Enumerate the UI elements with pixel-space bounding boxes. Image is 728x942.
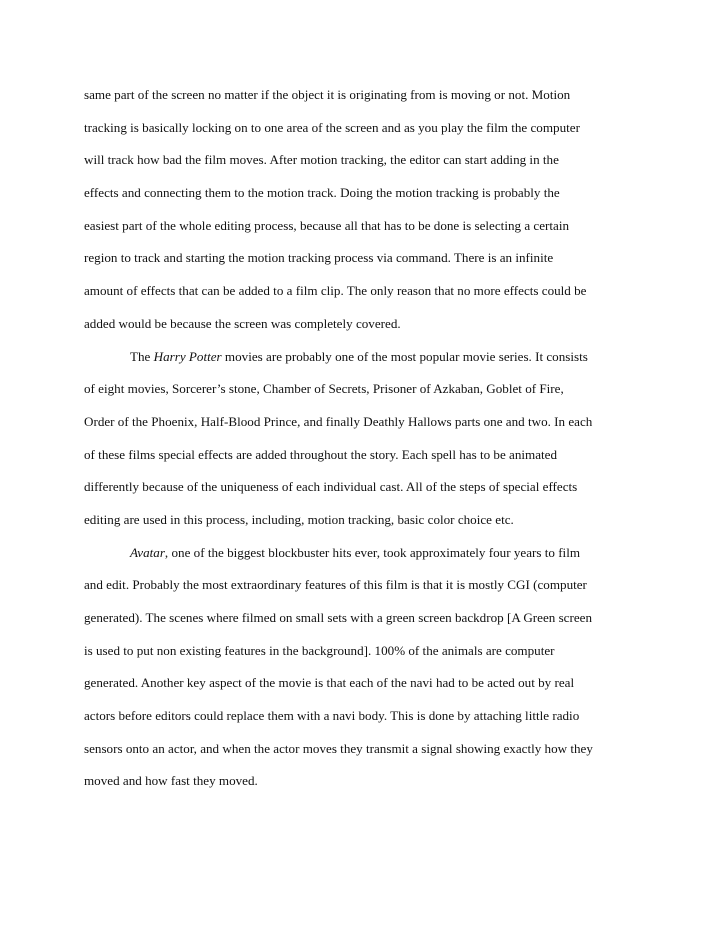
text-line: effects and connecting them to the motion track. Doing the motion tracking is probably the	[84, 185, 560, 201]
text-line: moved and how fast they moved.	[84, 773, 258, 789]
document-page	[84, 85, 650, 804]
text-line: generated. Another key aspect of the movie is that each of the navi had to be acted out by real	[84, 675, 575, 691]
film-title-harry-potter: Harry Potter	[153, 348, 222, 364]
text-line: amount of effects that can be added to a film clip. The only reason that no more effects could be	[84, 283, 587, 299]
text-line: region to track and starting the motion tracking process via command. There is an infinite	[84, 250, 554, 266]
text-run: , one of the biggest blockbuster hits ever, took approximately four years to film	[164, 544, 581, 560]
text-line: actors before editors could replace them with a navi body. This is done by attaching little radio	[84, 708, 580, 724]
text-line: added would be because the screen was completely covered.	[84, 315, 401, 331]
text-line: of these films special effects are added throughout the story. Each spell has to be animated	[84, 446, 558, 462]
text-line: tracking is basically locking on to one area of the screen and as you play the film the computer	[84, 119, 580, 135]
paragraph-motion-tracking	[84, 85, 650, 347]
text-line: easiest part of the whole editing process, because all that has to be done is selecting a certain	[84, 217, 570, 233]
text-line: will track how bad the film moves. After motion tracking, the editor can start adding in the	[84, 152, 559, 168]
text-line: same part of the screen no matter if the object it is originating from is moving or not. Motion	[84, 87, 571, 102]
text-line: and edit. Probably the most extraordinary features of this film is that it is mostly CGI (computer	[84, 577, 587, 593]
text-line	[84, 347, 650, 380]
text-line	[84, 543, 650, 576]
text-line: of eight movies, Sorcerer’s stone, Chamber of Secrets, Prisoner of Azkaban, Goblet of Fire,	[84, 381, 564, 397]
paragraph-harry-potter	[84, 347, 650, 543]
text-line: is used to put non existing features in the background]. 100% of the animals are computer	[84, 642, 555, 658]
text-line: sensors onto an actor, and when the actor moves they transmit a signal showing exactly how they	[84, 740, 593, 756]
text-line: differently because of the uniqueness of each individual cast. All of the steps of special effects	[84, 479, 578, 495]
film-title-avatar: Avatar	[130, 544, 165, 560]
text-run: movies are probably one of the most popular movie series. It consists	[221, 348, 588, 364]
text-line: Order of the Phoenix, Half-Blood Prince, and finally Deathly Hallows parts one and two. In each	[84, 413, 593, 429]
text-line: editing are used in this process, including, motion tracking, basic color choice etc.	[84, 511, 514, 527]
paragraph-avatar	[84, 543, 650, 805]
text-line: generated). The scenes where filmed on small sets with a green screen backdrop [A Green screen	[84, 610, 593, 625]
text-run: The	[130, 348, 154, 364]
